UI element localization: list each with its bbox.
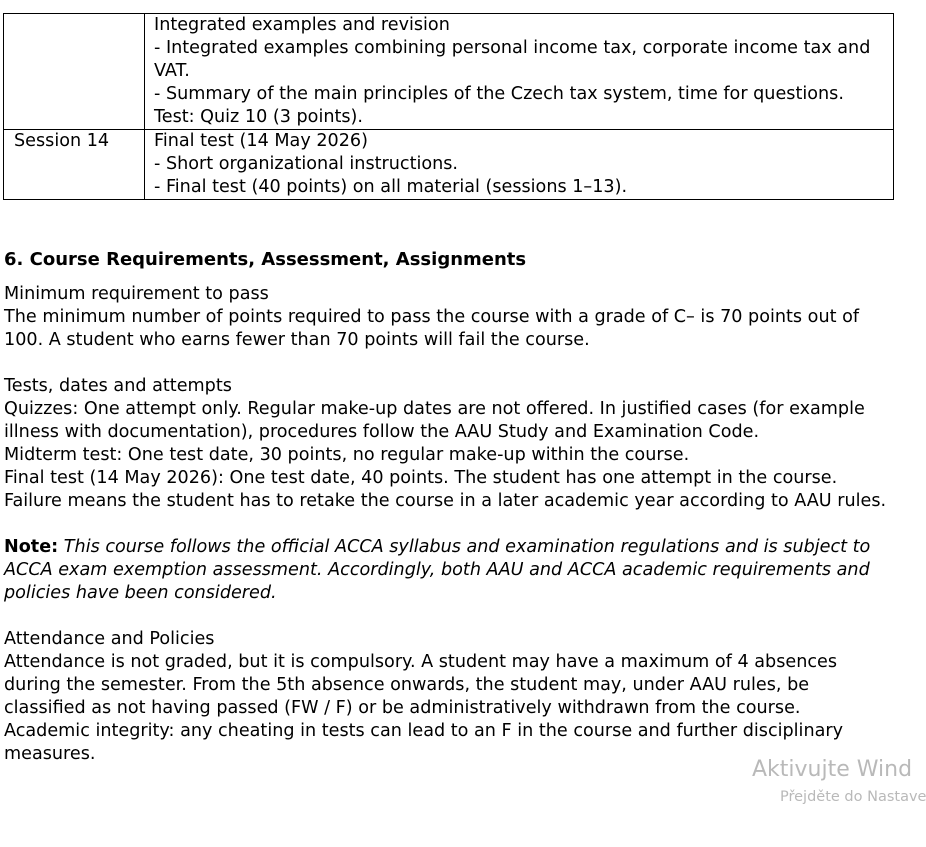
session-content-cell [145,130,894,200]
session-cell [4,14,145,130]
table-row [4,14,894,130]
final-test-text: Final test (14 May 2026): One test date, 40 points. The student has one attempt in the course. Failure means the student has to retake the course in a later academic year according to AAU rules. [4,468,887,511]
session-test: Test: Quiz 10 (3 points). [154,107,364,127]
integrity-text: Academic integrity: any cheating in tests can lead to an F in the course and further disciplinary measures. [4,721,844,764]
section-body [4,283,894,766]
table-row [4,130,894,200]
activation-watermark-sub: Přejděte do Nastave [780,789,926,805]
note-label: Note: [4,537,59,557]
attendance-text: Attendance is not graded, but it is compulsory. A student may have a maximum of 4 absences during the semester. From the 5th absence onwards, the student may, under AAU rules, be classified as not having passed (FW / F) or be administratively withdrawn from the course. [4,652,838,718]
note-paragraph [4,536,894,605]
schedule-table [3,13,894,200]
min-req-text: The minimum number of points required to pass the course with a grade of C– is 70 points out of 100. A student who earns fewer than 70 points will fail the course. [4,307,860,350]
quizzes-text: Quizzes: One attempt only. Regular make-up dates are not offered. In justified cases (for example illness with documentation), procedures follow the AAU Study and Examination Code. [4,399,865,442]
session-item: - Summary of the main principles of the Czech tax system, time for questions. [154,84,844,104]
activation-watermark: Aktivujte Wind [752,757,913,782]
section-heading: 6. Course Requirements, Assessment, Assignments [4,249,527,270]
session-item: - Short organizational instructions. [154,154,459,174]
min-req-title: Minimum requirement to pass [4,284,269,304]
session-topic: Integrated examples and revision [154,15,450,35]
attendance-title: Attendance and Policies [4,629,215,649]
session-cell: Session 14 [4,130,145,200]
midterm-text: Midterm test: One test date, 30 points, no regular make-up within the course. [4,445,690,465]
note-text: This course follows the official ACCA syllabus and examination regulations and is subject to ACCA exam exemption assessment. Accordingly, both AAU and ACCA academic requirements and policies have been considered. [4,537,871,603]
tests-title: Tests, dates and attempts [4,376,232,396]
session-content-cell [145,14,894,130]
session-topic: Final test (14 May 2026) [154,131,368,151]
session-item: - Final test (40 points) on all material (sessions 1–13). [154,177,628,197]
session-item: - Integrated examples combining personal income tax, corporate income tax and VAT. [154,38,871,81]
